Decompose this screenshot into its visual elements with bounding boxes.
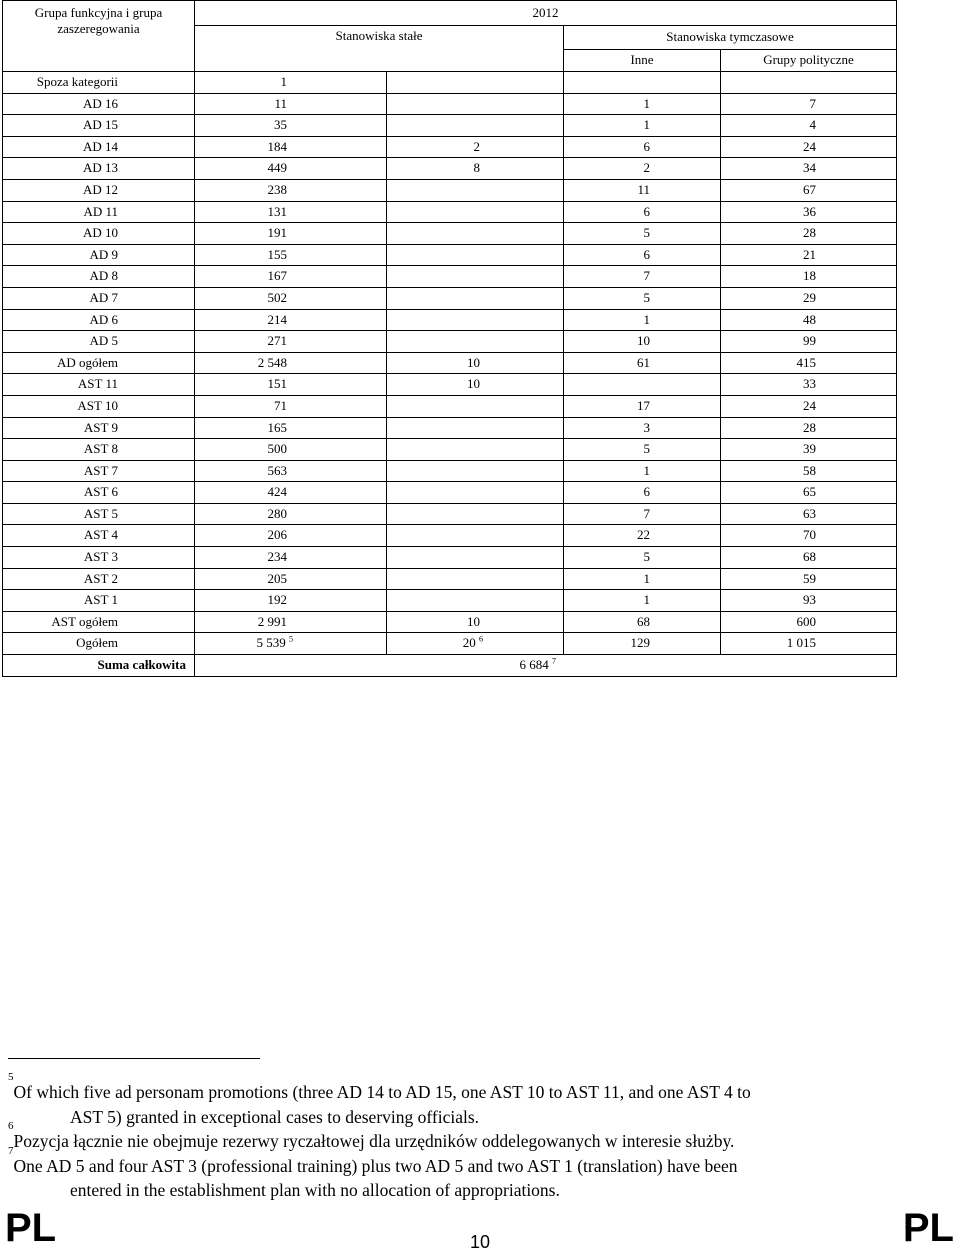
cell-political-groups: 93 xyxy=(721,590,897,612)
cell-permanent: 502 xyxy=(195,287,387,309)
cell-temporary-others: 1 xyxy=(564,115,721,137)
cell-permanent-other xyxy=(387,395,564,417)
cell-permanent-other xyxy=(387,503,564,525)
footer-language-left: PL xyxy=(5,1206,57,1250)
cell-permanent-other xyxy=(387,482,564,504)
cell-political-groups: 34 xyxy=(721,158,897,180)
cell-political-groups: 99 xyxy=(721,331,897,353)
cell-permanent: 563 xyxy=(195,460,387,482)
row-label: Spoza kategorii xyxy=(3,72,195,94)
cell-political-groups: 21 xyxy=(721,244,897,266)
table-total-row xyxy=(3,611,897,633)
header-grade: Grupa funkcyjna i grupa zaszeregowania xyxy=(3,1,195,72)
cell-temporary-others: 2 xyxy=(564,158,721,180)
table-row xyxy=(3,374,897,396)
row-label: AD ogółem xyxy=(3,352,195,374)
table-row xyxy=(3,179,897,201)
row-label: AD 6 xyxy=(3,309,195,331)
row-label: AD 5 xyxy=(3,331,195,353)
cell-political-groups: 28 xyxy=(721,417,897,439)
table-row xyxy=(3,266,897,288)
row-label: AST 6 xyxy=(3,482,195,504)
establishment-table xyxy=(2,0,897,677)
table-row xyxy=(3,115,897,137)
table-row xyxy=(3,439,897,461)
cell-permanent-other: 10 xyxy=(387,374,564,396)
cell-permanent-other: 20 $^6$ xyxy=(387,633,564,655)
row-label: AST 11 xyxy=(3,374,195,396)
cell-permanent-other xyxy=(387,93,564,115)
cell-permanent-other: 10 xyxy=(387,611,564,633)
row-label: Ogółem xyxy=(3,633,195,655)
table-row xyxy=(3,244,897,266)
table-row xyxy=(3,547,897,569)
cell-political-groups: 58 xyxy=(721,460,897,482)
cell-political-groups: 59 xyxy=(721,568,897,590)
cell-permanent: 184 xyxy=(195,136,387,158)
header-political-groups: Grupy polityczne xyxy=(721,50,897,72)
footnote-separator xyxy=(8,1058,260,1059)
cell-permanent: 2 991 xyxy=(195,611,387,633)
cell-political-groups: 36 xyxy=(721,201,897,223)
cell-temporary-others: 5 xyxy=(564,223,721,245)
footnotes xyxy=(8,1071,958,1203)
cell-permanent-other xyxy=(387,309,564,331)
table-row xyxy=(3,331,897,353)
table-row xyxy=(3,525,897,547)
cell-permanent: 192 xyxy=(195,590,387,612)
cell-permanent-other xyxy=(387,201,564,223)
cell-political-groups: 415 xyxy=(721,352,897,374)
header-permanent: Stanowiska stałe xyxy=(195,26,564,72)
cell-permanent: 238 xyxy=(195,179,387,201)
cell-political-groups xyxy=(721,72,897,94)
cell-permanent: 214 xyxy=(195,309,387,331)
cell-temporary-others xyxy=(564,374,721,396)
cell-permanent: 165 xyxy=(195,417,387,439)
cell-permanent-other xyxy=(387,568,564,590)
cell-permanent-other xyxy=(387,547,564,569)
cell-temporary-others: 1 xyxy=(564,309,721,331)
cell-permanent-other xyxy=(387,266,564,288)
row-label: AST 3 xyxy=(3,547,195,569)
row-label: AD 9 xyxy=(3,244,195,266)
cell-permanent-other xyxy=(387,179,564,201)
cell-political-groups: 68 xyxy=(721,547,897,569)
row-label: AD 12 xyxy=(3,179,195,201)
cell-permanent: 205 xyxy=(195,568,387,590)
header-others: Inne xyxy=(564,50,721,72)
row-label: AD 7 xyxy=(3,287,195,309)
cell-permanent: 71 xyxy=(195,395,387,417)
table-overall-row xyxy=(3,633,897,655)
cell-political-groups: 24 xyxy=(721,136,897,158)
footer-language-right: PL xyxy=(902,1206,954,1250)
cell-permanent-other xyxy=(387,72,564,94)
cell-temporary-others: 5 xyxy=(564,547,721,569)
cell-permanent: 234 xyxy=(195,547,387,569)
cell-permanent: 167 xyxy=(195,266,387,288)
row-label: AST 1 xyxy=(3,590,195,612)
footnote-5: $^5$Of which five ad personam promotions (three AD 14 to AD 15, one AST 10 to AST 11, and one AST 4 to AST 5) granted in exceptional cases to deserving officials. xyxy=(8,1071,751,1127)
row-label: AD 11 xyxy=(3,201,195,223)
cell-permanent: 280 xyxy=(195,503,387,525)
cell-temporary-others: 10 xyxy=(564,331,721,353)
cell-political-groups: 65 xyxy=(721,482,897,504)
cell-permanent-other xyxy=(387,331,564,353)
table-total-row xyxy=(3,352,897,374)
footnote-7: $^7$One AD 5 and four AST 3 (professional training) plus two AD 5 and two AST 1 (translation) have been entered in the establishment plan with no allocation of appropriations. xyxy=(8,1144,738,1200)
cell-temporary-others: 6 xyxy=(564,136,721,158)
header-temporary: Stanowiska tymczasowe xyxy=(564,26,897,50)
cell-permanent: 206 xyxy=(195,525,387,547)
row-label: AST 2 xyxy=(3,568,195,590)
cell-permanent-other: 8 xyxy=(387,158,564,180)
cell-political-groups: 33 xyxy=(721,374,897,396)
cell-temporary-others: 129 xyxy=(564,633,721,655)
cell-permanent-other xyxy=(387,525,564,547)
cell-temporary-others: 1 xyxy=(564,590,721,612)
cell-temporary-others: 22 xyxy=(564,525,721,547)
cell-permanent: 35 xyxy=(195,115,387,137)
cell-temporary-others: 7 xyxy=(564,266,721,288)
cell-temporary-others: 5 xyxy=(564,287,721,309)
cell-temporary-others: 6 xyxy=(564,244,721,266)
cell-political-groups: 48 xyxy=(721,309,897,331)
cell-temporary-others: 6 xyxy=(564,201,721,223)
cell-political-groups: 67 xyxy=(721,179,897,201)
cell-temporary-others: 1 xyxy=(564,93,721,115)
row-label: AD 15 xyxy=(3,115,195,137)
cell-political-groups: 39 xyxy=(721,439,897,461)
cell-political-groups: 28 xyxy=(721,223,897,245)
row-label: AD 10 xyxy=(3,223,195,245)
cell-political-groups: 600 xyxy=(721,611,897,633)
table-row xyxy=(3,395,897,417)
table-row xyxy=(3,309,897,331)
table-row xyxy=(3,568,897,590)
cell-temporary-others: 61 xyxy=(564,352,721,374)
cell-temporary-others: 68 xyxy=(564,611,721,633)
cell-permanent: 2 548 xyxy=(195,352,387,374)
row-label: AST ogółem xyxy=(3,611,195,633)
table-row xyxy=(3,93,897,115)
cell-permanent: 191 xyxy=(195,223,387,245)
row-label: AD 8 xyxy=(3,266,195,288)
cell-political-groups: 63 xyxy=(721,503,897,525)
header-year: 2012 xyxy=(195,1,897,26)
table-grand-total-row xyxy=(3,655,897,677)
cell-temporary-others: 1 xyxy=(564,460,721,482)
cell-temporary-others: 5 xyxy=(564,439,721,461)
table-row xyxy=(3,460,897,482)
row-label: AD 14 xyxy=(3,136,195,158)
row-label: AST 5 xyxy=(3,503,195,525)
cell-permanent: 449 xyxy=(195,158,387,180)
cell-temporary-others xyxy=(564,72,721,94)
grand-total-value: 6 684 $^7$ xyxy=(195,655,897,677)
table-row xyxy=(3,287,897,309)
footnote-6: $^6$Pozycja łącznie nie obejmuje rezerwy ryczałtowej dla urzędników oddelegowanych w interesie służby. xyxy=(8,1120,735,1151)
table-row xyxy=(3,201,897,223)
row-label: AD 13 xyxy=(3,158,195,180)
cell-permanent-other xyxy=(387,287,564,309)
cell-temporary-others: 1 xyxy=(564,568,721,590)
cell-temporary-others: 3 xyxy=(564,417,721,439)
table-row xyxy=(3,503,897,525)
cell-political-groups: 24 xyxy=(721,395,897,417)
cell-permanent: 500 xyxy=(195,439,387,461)
cell-political-groups: 29 xyxy=(721,287,897,309)
table-row xyxy=(3,590,897,612)
cell-temporary-others: 11 xyxy=(564,179,721,201)
cell-permanent: 271 xyxy=(195,331,387,353)
row-label: Suma całkowita xyxy=(3,655,195,677)
cell-temporary-others: 7 xyxy=(564,503,721,525)
cell-permanent-other xyxy=(387,439,564,461)
cell-permanent-other xyxy=(387,590,564,612)
table-row xyxy=(3,72,897,94)
cell-permanent: 1 xyxy=(195,72,387,94)
cell-temporary-others: 6 xyxy=(564,482,721,504)
cell-political-groups: 1 015 xyxy=(721,633,897,655)
cell-permanent-other: 10 xyxy=(387,352,564,374)
row-label: AST 8 xyxy=(3,439,195,461)
table-row xyxy=(3,136,897,158)
cell-political-groups: 7 xyxy=(721,93,897,115)
cell-political-groups: 18 xyxy=(721,266,897,288)
cell-temporary-others: 17 xyxy=(564,395,721,417)
cell-permanent-other xyxy=(387,115,564,137)
table-row xyxy=(3,482,897,504)
cell-political-groups: 70 xyxy=(721,525,897,547)
table-row xyxy=(3,158,897,180)
cell-permanent: 424 xyxy=(195,482,387,504)
cell-permanent: 11 xyxy=(195,93,387,115)
cell-permanent-other: 2 xyxy=(387,136,564,158)
row-label: AST 9 xyxy=(3,417,195,439)
row-label: AST 4 xyxy=(3,525,195,547)
cell-permanent-other xyxy=(387,244,564,266)
cell-permanent-other xyxy=(387,460,564,482)
cell-permanent-other xyxy=(387,223,564,245)
table-row xyxy=(3,223,897,245)
cell-permanent-other xyxy=(387,417,564,439)
cell-permanent: 131 xyxy=(195,201,387,223)
row-label: AST 7 xyxy=(3,460,195,482)
cell-political-groups: 4 xyxy=(721,115,897,137)
page-number: 10 xyxy=(470,1232,491,1252)
cell-permanent: 5 539 $^5$ xyxy=(195,633,387,655)
row-label: AD 16 xyxy=(3,93,195,115)
table-row xyxy=(3,417,897,439)
row-label: AST 10 xyxy=(3,395,195,417)
cell-permanent: 155 xyxy=(195,244,387,266)
header-row-1 xyxy=(3,1,897,26)
cell-permanent: 151 xyxy=(195,374,387,396)
